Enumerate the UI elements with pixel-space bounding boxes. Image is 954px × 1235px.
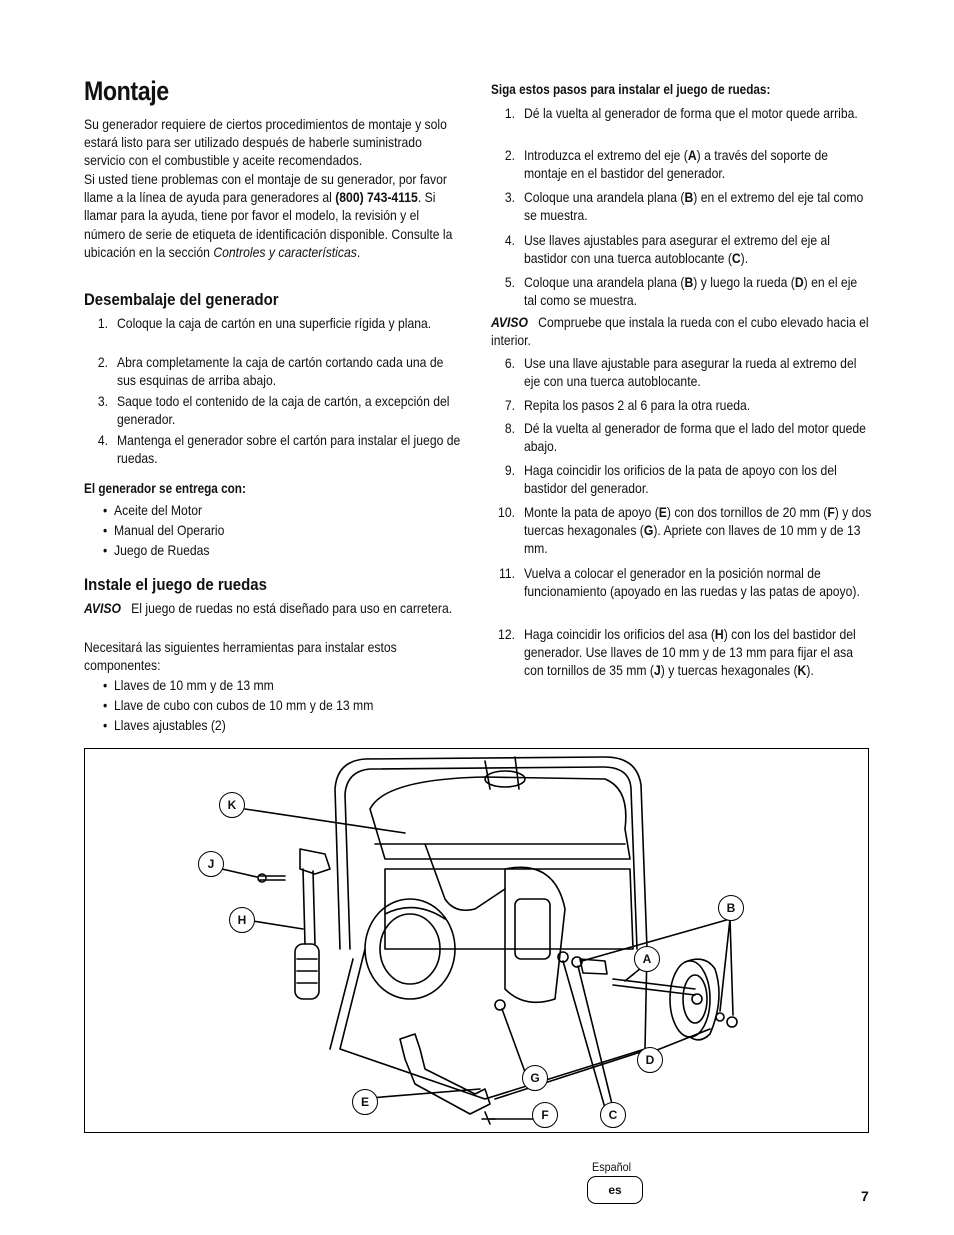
label-g: G [522,1065,548,1091]
steps-heading: Siga estos pasos para instalar el juego de ruedas: [491,82,771,97]
assembly-step-10: Monte la pata de apoyo (E) con dos tornillos de 20 mm (F) y dos tuercas hexagonales (G). Apriete con llaves de 10 mm y de 13 mm. [524,504,872,557]
tool-item: • Llave de cubo con cubos de 10 mm y de 13 mm [103,697,374,713]
notice-label: AVISO [491,314,529,330]
list-number: 3. [97,393,108,409]
list-number: 10. [498,504,515,520]
unpack-step: Abra completamente la caja de cartón cortando cada una de sus esquinas de arriba abajo. [117,354,444,389]
list-number: 1. [504,105,515,121]
ships-with-heading: El generador se entrega con: [84,481,246,496]
list-number: 3. [504,189,515,205]
list-number: 6. [504,355,515,371]
list-number: 2. [504,147,515,163]
intro-paragraph-1: Su generador requiere de ciertos procedimientos de montaje y solo estará listo para ser utilizado después de haberle suministrado servicio con el combustible y aceite recomendados. [84,116,447,169]
tools-intro: Necesitará las siguientes herramientas para instalar estos componentes: [84,639,397,674]
ships-item: • Juego de Ruedas [103,542,210,558]
label-b: B [718,895,744,921]
label-j: J [198,851,224,877]
assembly-step-9: Haga coincidir los orificios de la pata de apoyo con los del bastidor del generador. [524,462,837,497]
assembly-step-12: Haga coincidir los orificios del asa (H) con los del bastidor del generador. Use llaves de 10 mm y de 13 mm para fijar el asa con tornillos de 35 mm (J) y tuercas hexagonales (K). [524,626,856,679]
list-number: 4. [504,232,515,248]
notice-label: AVISO [84,600,122,616]
list-number: 1. [97,315,108,331]
assembly-step-8: Dé la vuelta al generador de forma que el lado del motor quede abajo. [524,420,866,455]
list-number: 2. [97,354,108,370]
intro-paragraph-2: Si usted tiene problemas con el montaje de su generador, por favor llame a la línea de ayuda para generadores al (800) 743-4115. Si llamar para la ayuda, tiene por favor el modelo, la revisión y el número de serie de etiqueta de identificación disponible. Consulte la ubicación en la sección Controles y características. [84,171,453,260]
assembly-figure [84,748,869,1133]
assembly-step-3: Coloque una arandela plana (B) en el extremo del eje tal como se muestra. [524,189,864,224]
unpack-step: Coloque la caja de cartón en una superficie rígida y plana. [117,315,432,331]
tool-item: • Llaves de 10 mm y de 13 mm [103,677,274,693]
wheels-heading: Instale el juego de ruedas [84,575,267,594]
list-number: 5. [504,274,515,290]
assembly-step-11: Vuelva a colocar el generador en la posición normal de funcionamiento (apoyado en las ruedas y las patas de apoyo). [524,565,860,600]
generator-illustration [85,749,868,1132]
label-k: K [219,792,245,818]
unpack-heading: Desembalaje del generador [84,290,279,309]
steps-notice: AVISO Compruebe que instala la rueda con el cubo elevado hacia el interior. [491,314,869,349]
list-number: 7. [504,397,515,413]
assembly-step-2: Introduzca el extremo del eje (A) a través del soporte de montaje en el bastidor del generador. [524,147,829,182]
wheels-notice: AVISO El juego de ruedas no está diseñado para uso en carretera. [84,600,453,616]
assembly-step-4: Use llaves ajustables para asegurar el extremo del eje al bastidor con una tuerca autoblocante (C). [524,232,831,267]
tool-item: • Llaves ajustables (2) [103,717,226,733]
list-number: 9. [504,462,515,478]
list-number: 12. [498,626,515,642]
list-number: 8. [504,420,515,436]
language-badge: es [587,1176,643,1204]
ships-item: • Manual del Operario [103,522,225,538]
label-a: A [634,946,660,972]
section-reference: Controles y características [213,243,357,260]
list-number: 11. [498,565,515,581]
language-label: Español [592,1160,632,1174]
label-d: D [637,1047,663,1073]
list-number: 4. [97,432,108,448]
assembly-step-7: Repita los pasos 2 al 6 para la otra rueda. [524,397,751,413]
assembly-step-5: Coloque una arandela plana (B) y luego la rueda (D) en el eje tal como se muestra. [524,274,858,309]
label-c: C [600,1102,626,1128]
ships-item: • Aceite del Motor [103,502,203,518]
unpack-step: Mantenga el generador sobre el cartón para instalar el juego de ruedas. [117,432,461,467]
assembly-step-6: Use una llave ajustable para asegurar la rueda al extremo del eje con una tuerca autoblocante. [524,355,857,390]
page-number: 7 [861,1188,869,1204]
label-e: E [352,1089,378,1115]
page-title: Montaje [84,76,169,106]
label-f: F [532,1102,558,1128]
unpack-step: Saque todo el contenido de la caja de cartón, a excepción del generador. [117,393,450,428]
helpline-phone: (800) 743-4115 [335,189,418,206]
label-h: H [229,907,255,933]
assembly-step-1: Dé la vuelta al generador de forma que el motor quede arriba. [524,105,858,121]
